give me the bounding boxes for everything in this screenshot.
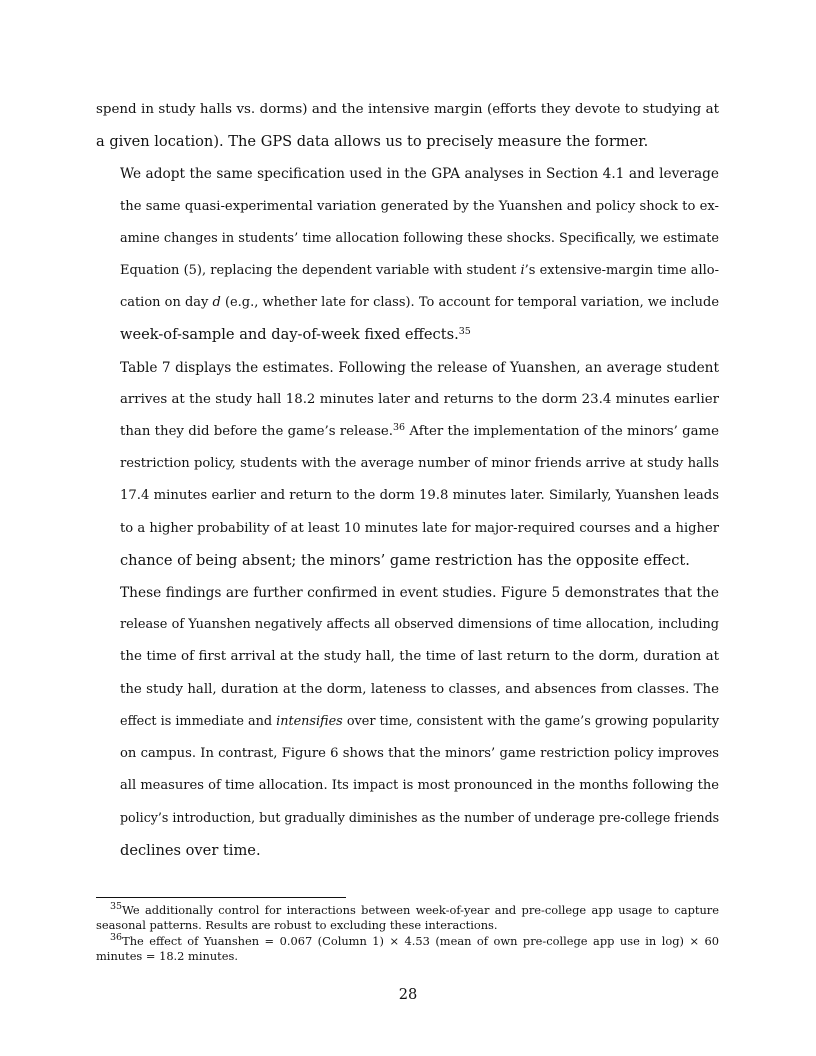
math-variable-d: d (212, 295, 221, 311)
footnote-ref-36[interactable]: 36 (393, 422, 406, 434)
text-line (96, 255, 719, 287)
text-run: (e.g., whether late for class). To account for temporal variation, we include (220, 295, 719, 311)
text-line (96, 706, 719, 738)
footnote-36 (96, 931, 719, 965)
text-line (96, 931, 719, 949)
text-line: amine changes in students’ time allocation following these shocks. Specifically, we estimate (120, 230, 719, 246)
footnote-ref-35[interactable]: 35 (458, 326, 471, 338)
text-line: the time of first arrival at the study hall, the time of last return to the dorm, duration at (120, 649, 719, 665)
text-run: over time, consistent with the game’s growing popularity (342, 713, 720, 729)
paragraph-1 (96, 94, 719, 158)
text-run: ’s extensive-margin time allo- (524, 263, 720, 279)
text-run: We additionally control for interactions between week-of-year and pre-college app usage to capture (122, 903, 719, 917)
text-line (96, 416, 719, 448)
text-line: spend in study halls vs. dorms) and the intensive margin (efforts they devote to studying at (96, 102, 719, 117)
footnote-35 (96, 903, 719, 934)
text-line: minutes = 18.2 minutes. (96, 949, 238, 964)
text-run: cation on day (120, 295, 213, 311)
text-line: a given location). The GPS data allows us to precisely measure the former. (96, 133, 649, 151)
text-line: Table 7 displays the estimates. Following the release of Yuanshen, an average student (120, 359, 719, 376)
text-line: the same quasi-experimental variation generated by the Yuanshen and policy shock to ex- (120, 198, 719, 214)
page-number: 28 (398, 986, 418, 1003)
text-line: 17.4 minutes earlier and return to the dorm 19.8 minutes later. Similarly, Yuanshen leads (120, 488, 719, 504)
text-run: week-of-sample and day-of-week fixed effects. (120, 326, 459, 344)
text-line: all measures of time allocation. Its impact is most pronounced in the months following the (120, 778, 719, 794)
text-line: arrives at the study hall 18.2 minutes later and returns to the dorm 23.4 minutes earlier (120, 391, 719, 407)
paragraph-2 (96, 158, 719, 351)
text-line: to a higher probability of at least 10 minutes late for major-required courses and a higher (120, 520, 719, 536)
footnote-rule (96, 897, 346, 898)
text-line: declines over time. (120, 841, 261, 859)
footnote-mark: 35 (110, 901, 123, 912)
math-variable-i: i (520, 263, 525, 279)
text-line: on campus. In contrast, Figure 6 shows that the minors’ game restriction policy improves (120, 746, 719, 762)
text-run: effect is immediate and (120, 713, 277, 729)
text-line: chance of being absent; the minors’ game restriction has the opposite effect. (120, 551, 690, 569)
footnotes (96, 897, 719, 965)
text-line (96, 287, 719, 319)
footnote-mark: 36 (110, 931, 123, 943)
text-line: seasonal patterns. Results are robust to excluding these interactions. (96, 918, 498, 933)
text-line: release of Yuanshen negatively affects all observed dimensions of time allocation, including (120, 617, 719, 633)
paragraph-4 (96, 577, 719, 867)
text-line: We adopt the same specification used in the GPA analyses in Section 4.1 and leverage (120, 166, 719, 183)
text-run: The effect of Yuanshen = 0.067 (Column 1) × 4.53 (mean of own pre-college app use in log) × 60 (122, 933, 719, 948)
text-run: Equation (5), replacing the dependent variable with student (120, 263, 521, 279)
paragraph-3 (96, 352, 719, 577)
text-run: After the implementation of the minors’ game (405, 424, 720, 440)
text-line: the study hall, duration at the dorm, lateness to classes, and absences from classes. The (120, 681, 719, 697)
text-line: policy’s introduction, but gradually diminishes as the number of underage pre-college friends (120, 810, 720, 826)
text-line (96, 319, 719, 351)
page-body (96, 94, 719, 867)
text-run: than they did before the game’s release. (120, 424, 394, 440)
text-line: restriction policy, students with the average number of minor friends arrive at study halls (120, 456, 719, 472)
text-line (96, 903, 719, 918)
text-line: These findings are further confirmed in event studies. Figure 5 demonstrates that the (120, 585, 719, 602)
emphasis: intensifies (276, 713, 343, 729)
